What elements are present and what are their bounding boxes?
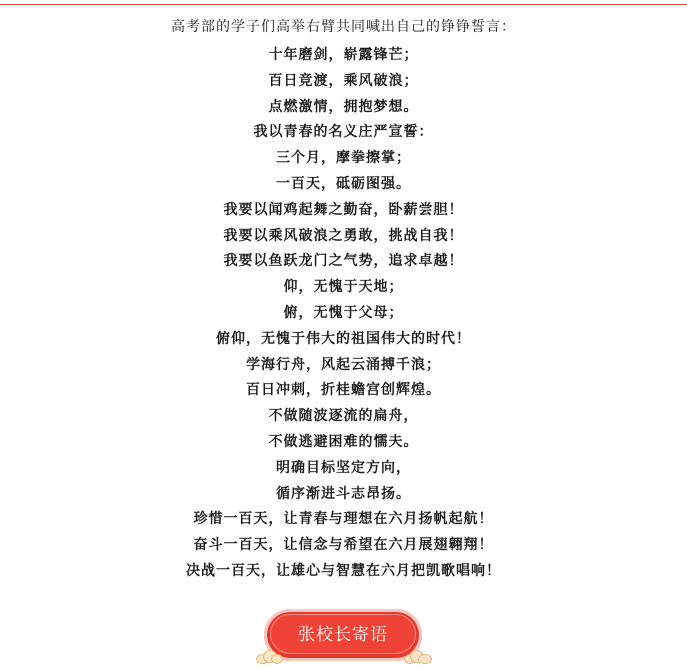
- oath-line: 珍惜一百天，让青春与理想在六月扬帆起航！: [193, 511, 494, 528]
- oath-line: 我要以鱼跃龙门之气势，追求卓越！: [223, 253, 464, 270]
- oath-line: 三个月，摩拳擦掌；: [276, 150, 411, 167]
- oath-line: 不做逃避困难的懦夫。: [268, 433, 419, 450]
- oath-line: 俯，无愧于父母；: [283, 304, 404, 321]
- banner-label: 张校长寄语: [298, 625, 388, 645]
- oath-line: 明确目标坚定方向，: [276, 459, 411, 476]
- intro-text: 高考部的学子们高举右臂共同喊出自己的铮铮誓言：: [171, 19, 516, 35]
- section-title-banner: [264, 609, 422, 661]
- oath-line: 我以青春的名义庄严宣誓：: [253, 124, 434, 141]
- oath-list: [0, 43, 687, 585]
- oath-line: 百日冲刺，折桂蟾宫创辉煌。: [246, 382, 441, 399]
- oath-line: 俯仰，无愧于伟大的祖国伟大的时代！: [216, 330, 471, 347]
- oath-line: 循序渐进斗志昂扬。: [276, 485, 411, 502]
- oath-line: 十年磨剑，崭露锋芒；: [268, 47, 419, 63]
- oath-line: 我要以闻鸡起舞之勤奋，卧薪尝胆！: [223, 201, 464, 218]
- oath-line: 一百天，砥砺图强。: [276, 175, 411, 192]
- top-divider: [0, 4, 687, 5]
- oath-line: 奋斗一百天，让信念与希望在六月展翅翱翔！: [193, 537, 494, 554]
- oath-line: 学海行舟，风起云涌搏千浪；: [246, 356, 441, 373]
- oath-line: 百日竞渡，乘风破浪；: [268, 72, 419, 89]
- oath-line: 点燃激情，拥抱梦想。: [268, 98, 419, 115]
- oath-line: 仰，无愧于天地；: [283, 279, 404, 296]
- oath-line: 决战一百天，让雄心与智慧在六月把凯歌唱响！: [186, 562, 501, 579]
- oath-line: 不做随波逐流的扁舟，: [268, 408, 419, 425]
- oath-line: 我要以乘风破浪之勇敢，挑战自我！: [223, 227, 464, 244]
